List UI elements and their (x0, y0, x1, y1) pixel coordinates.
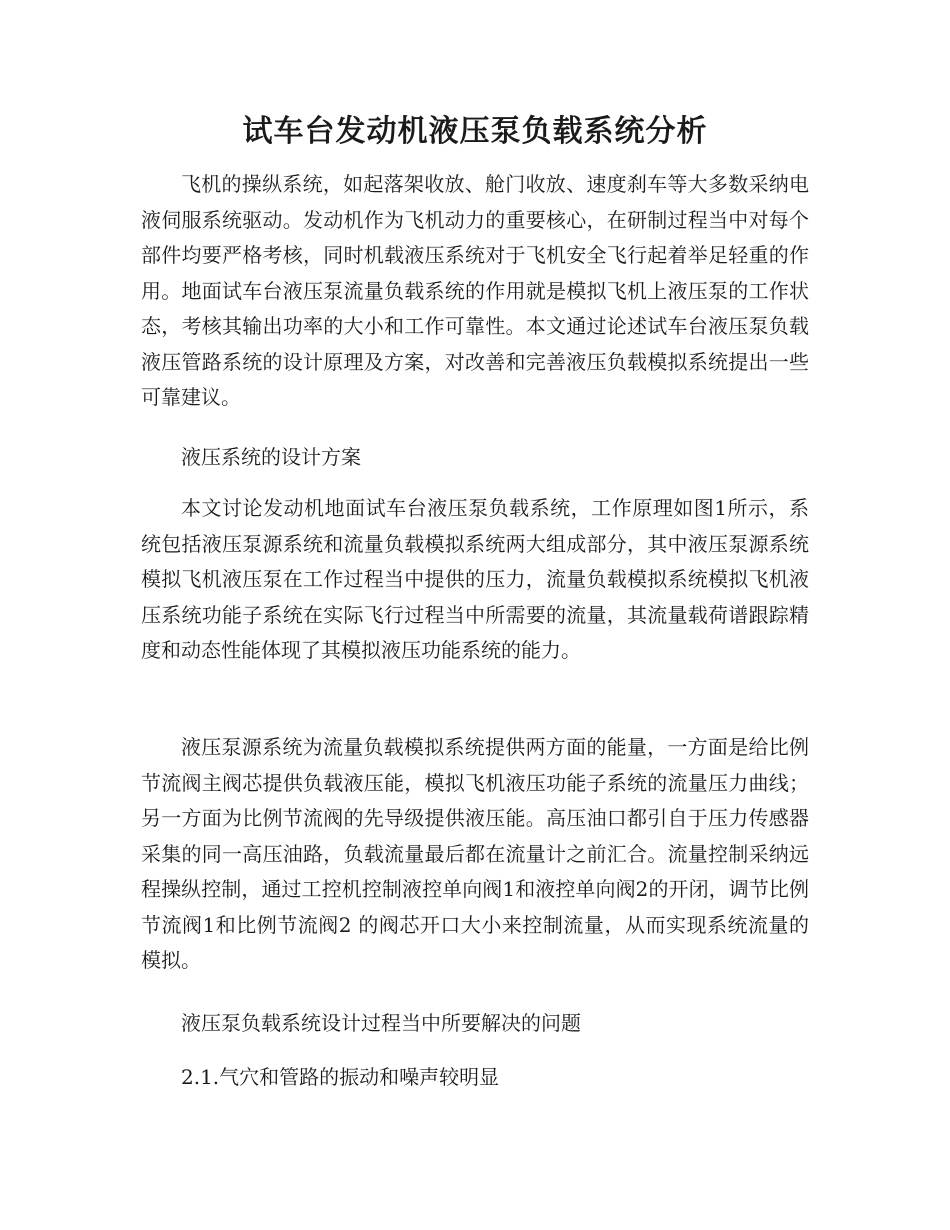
paragraph-pump-source: 液压泵源系统为流量负载模拟系统提供两方面的能量，一方面是给比例节流阀主阀芯提供负载液压能，模拟飞机液压功能子系统的流量压力曲线；另一方面为比例节流阀的先导级提供液压能。高压油口都引自于压力传感器采集的同一高压油路，负载流量最后都在流量计之前汇合。流量控制采纳远程操纵控制，通过工控机控制液控单向阀1和液控单向阀2的开闭，调节比例节流阀1和比例节流阀2 的阀芯开口大小来控制流量，从而实现系统流量的模拟。 (141, 735, 809, 972)
section-heading-design: 液压系统的设计方案 (181, 445, 361, 469)
section-heading-problems: 液压泵负载系统设计过程当中所要解决的问题 (181, 1011, 581, 1035)
paragraph-intro: 飞机的操纵系统，如起落架收放、舱门收放、速度刹车等大多数采纳电液伺服系统驱动。发动机作为飞机动力的重要核心，在研制过程当中对每个部件均要严格考核，同时机载液压系统对于飞机安全飞行起着举足轻重的作用。地面试车台液压泵流量负载系统的作用就是模拟飞机上液压泵的工作状态，考核其输出功率的大小和工作可靠性。本文通过论述试车台液压泵负载液压管路系统的设计原理及方案，对改善和完善液压负载模拟系统提出一些可靠建议。 (141, 172, 809, 409)
subsection-heading-2-1: 2.1.气穴和管路的振动和噪声较明显 (181, 1065, 500, 1089)
paragraph-design-principle: 本文讨论发动机地面试车台液压泵负载系统，工作原理如图1所示，系统包括液压泵源系统和流量负载模拟系统两大组成部分，其中液压泵源系统模拟飞机液压泵在工作过程当中提供的压力，流量负载模拟系统模拟飞机液压系统功能子系统在实际飞行过程当中所需要的流量，其流量载荷谱跟踪精度和动态性能体现了其模拟液压功能系统的能力。 (141, 496, 809, 662)
document-title: 试车台发动机液压泵负载系统分析 (242, 114, 708, 149)
